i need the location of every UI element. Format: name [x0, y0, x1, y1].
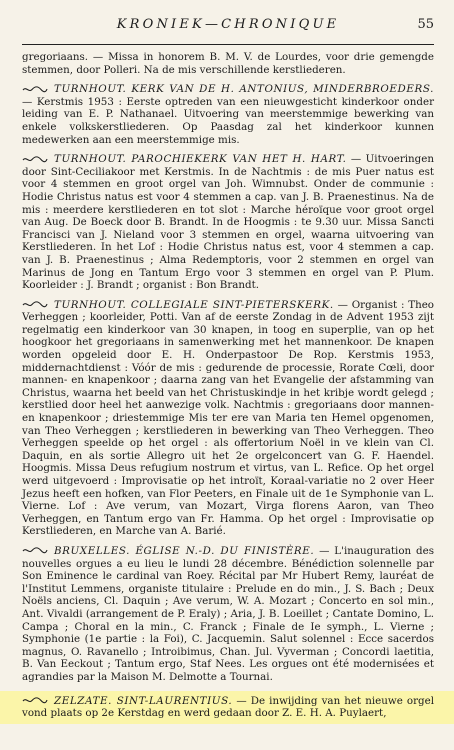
entry-bruxelles-finistere: [22, 545, 434, 684]
entry-title: ZELZATE. SINT-LAURENTIUS.: [54, 694, 233, 707]
entry-text: gregoriaans. — Missa in honorem B. M. V. de Lourdes, voor drie gemengde stemmen, door Polleri. Na de mis verschillende kerstliederen.: [22, 51, 434, 76]
fleuron-ornament-icon: [22, 86, 48, 93]
entry-text: — Uitvoeringen door Sint-Ceciliakoor met Kerstmis. In de Nachtmis : de mis Puer natus est voor 4 stemmen en groot orgel van Joh. Wimnubst. Onder de communie : Hodie Christus natus est voor 4 stemmen a cap. van J. B. Praenestinus. Na de mis : meerdere kerstliederen en tot slot : Marche héroïque voor groot orgel van Aug. De Boeck door B. Brandt. In de Hoogmis : te 9.30 uur. Missa Sancti Francisci van J. Nieland voor 3 stemmen en orgel, waarna uitvoering van Kerstliederen. In het Lof : Hodie Christus natus est, voor 4 stemmen a cap. van J. B. Praenestinus ; Alma Redemptoris, voor 2 stemmen en orgel van Marinus de Jong en Tantum Ergo voor 3 stemmen en orgel van P. Plum. Koorleider : J. Brandt ; organist : Bon Brandt.: [22, 153, 434, 292]
fleuron-ornament-icon: [22, 697, 48, 704]
entry-turnhout-antonius: [22, 83, 434, 146]
entry-title: TURNHOUT. PAROCHIEKERK VAN HET H. HART.: [54, 153, 347, 166]
entry-text: — L'inauguration des nouvelles orgues a eu lieu le lundi 28 décembre. Bénédiction solennelle par Son Eminence le cardinal van Roey. Récital par Mr Hubert Remy, lauréat de l'Institut Lemmens, organiste titulaire : Prelude en do min., J. S. Bach ; Deux Noëls anciens, Cl. Daquin ; Ave verum, W. A. Mozart ; Concerto en sol min., Ant. Vivaldi (arrangement de P. Eraly) ; Aria, J. B. Loeillet ; Cantate Domino, L. Campa ; Choral en la min., C. Franck ; Finale de Ie symph., L. Vierne ; Symphonie (1e partie : la Foi), C. Jacquemin. Salut solennel : Ecce sacerdos magnus, O. Ravanello ; Introibimus, Chan. Jul. Vyverman ; Concordi laetitia, B. Van Eeckout ; Tantum ergo, Staf Nees. Les orgues ont été modernisées et agrandies par la Maison M. Delmotte a Tournai.: [22, 544, 434, 683]
entry-title: TURNHOUT. KERK VAN DE H. ANTONIUS, MINDERBROEDERS.: [54, 83, 434, 96]
chronicle-body: [22, 51, 434, 724]
page-number: 55: [417, 17, 434, 32]
entry-text: — Kerstmis 1953 : Eerste optreden van een nieuwgesticht kinderkoor onder leiding van E. P. Nathanael. Uitvoering van meerstemmige bewerking van enkele volkskerstliederen. Op Paasdag zal het kinderkoor kunnen medewerken aan een meerstemmige mis.: [22, 95, 434, 146]
entry-zelzate-laurentius: [0, 691, 454, 724]
entry-text: — De inwijding van het nieuwe orgel vond plaats op 2e Kerstdag en werd gedaan door Z. E. H. A. Puylaert,: [22, 694, 435, 720]
page-header: [22, 0, 434, 45]
entry-turnhout-hart: [22, 153, 434, 292]
fleuron-ornament-icon: [22, 547, 48, 554]
entry-turnhout-sint-pieter: [22, 299, 434, 538]
running-head: KRONIEK—CHRONIQUE: [116, 17, 340, 32]
entry-text: — Organist : Theo Verheggen ; koorleider, Potti. Van af de eerste Zondag in de Advent 1953 zijt regelmatig een kinderkoor van 30 knapen, in toog en superplie, van op het hoogkoor het gregoriaans in samenwerking met het mannenkoor. De knapen worden opgeleid door E. H. Onderpastoor De Rop. Kerstmis 1953, middernachtdienst : Vóór de mis : gedurende de processie, Rorate Cœli, door mannen- en knapenkoor ; daarna zang van het Evangelie der afstamming van Christus, waarna het beeld van het Christuskindje in het kribje wordt gelegd ; kerstlied door heel het aanwezige volk. Nachtmis : gregoriaans door mannen- en knapenkoor ; driestemmige Mis ter ere van Maria ten Hemel opgenomen, van Theo Verheggen ; kerstliederen in bewerking van Theo Verheggen. Theo Verheggen speelde op het orgel : als offertorium Noël in ve klein van Cl. Daquin, en als sortie Allegro uit het 2e orgelconcert van G. F. Haendel. Hoogmis. Missa Deus refugium nostrum et virtus, van L. Refice. Op het orgel werd uitgevoerd : Improvisatie op het introït, Koraal-variatie no 2 over Heer Jezus heeft een hofken, van Flor Peeters, en Finale uit de 1e Symphonie van L. Vierne. Lof : Ave verum, van Mozart, Virga florens Aaron, van Theo Verheggen, en Tantum ergo van Fr. Hamma. Op het orgel : Improvisatie op Kerstliederen, en Marche van A. Barié.: [22, 298, 434, 538]
page: [22, 0, 434, 731]
fleuron-ornament-icon: [22, 301, 48, 308]
fleuron-ornament-icon: [22, 156, 48, 163]
entry-title: TURNHOUT. COLLEGIALE SINT-PIETERSKERK.: [54, 298, 334, 311]
entry-lourdes-continuation: [22, 51, 434, 76]
entry-title: BRUXELLES. ÉGLISE N.-D. DU FINISTÈRE.: [54, 544, 315, 557]
